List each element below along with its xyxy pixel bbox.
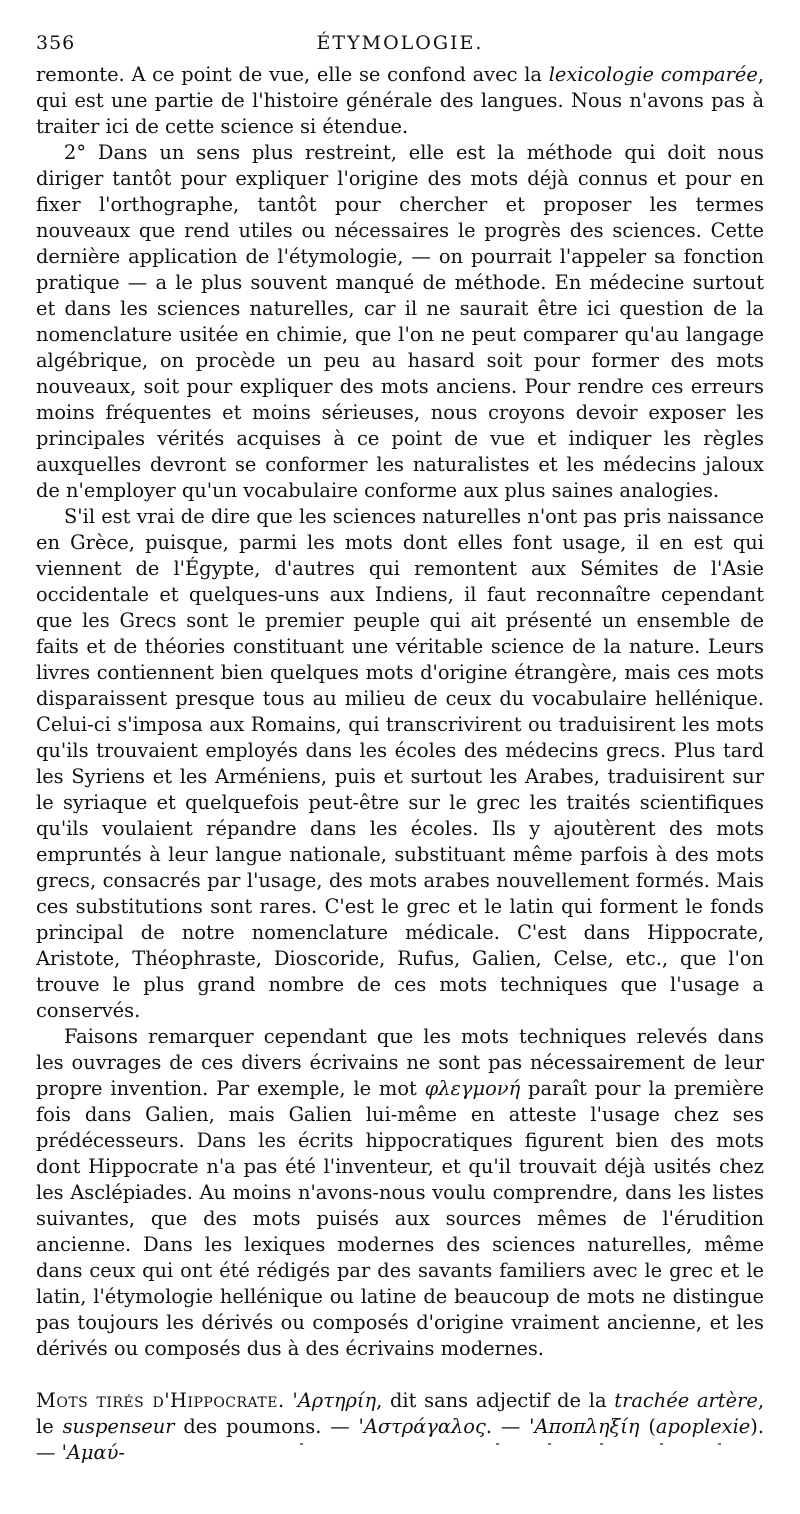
text-run: , qui est une partie de l'histoire générale des langues. Nous n'avons pas à traiter ici de cette science si étendue. xyxy=(36,63,765,138)
text-run: 2° Dans un sens plus restreint, elle est la méthode qui doit nous diriger tantôt pour expliquer l'origine des mots déjà connus et pour en fixer l'orthographe, tantôt pour chercher et proposer les termes nouveaux que rend utiles ou nécessaires le progrès des sciences. Cette dernière application de l'étymologie, — on pourrait l'appeler sa fonction pratique — a le plus souvent manqué de méthode. En médecine surtout et dans les sciences naturelles, car il ne saurait être ici question de la nomenclature usitée en chimie, que l'on ne peut comparer qu'au langage algébrique, on procède un peu au hasard soit pour former des mots nouveaux, soit pour expliquer des mots anciens. Pour rendre ces erreurs moins fréquentes et moins sérieuses, nous croyons devoir exposer les principales vérités acquises à ce point de vue et indiquer les règles auxquelles devront se conformer les naturalistes et les médecins jaloux de n'employer qu'un vocabulaire conforme aux plus saines analogies. xyxy=(36,141,764,502)
italic-term: φλεγμονή xyxy=(424,1077,521,1100)
paragraph xyxy=(36,140,764,504)
text-run: . — xyxy=(485,1415,530,1438)
italic-term: 'Αμαύ- xyxy=(61,1441,125,1464)
text-run: Faisons remarquer cependant que les mots techniques relevés dans les ouvrages de ces divers écrivains ne sont pas nécessairement de leur propre invention. Par exemple, le mot xyxy=(36,1025,764,1100)
italic-term: apoplexie xyxy=(655,1415,751,1438)
body-text xyxy=(36,62,764,1362)
italic-term: suspenseur xyxy=(62,1415,175,1438)
italic-term: 'Αρτηρίη xyxy=(292,1389,377,1412)
page-header xyxy=(36,22,764,62)
paragraph xyxy=(36,62,764,140)
hippocrates-word-list xyxy=(36,1388,764,1466)
section-heading: Mots tirés d'Hippocrate. xyxy=(36,1389,285,1412)
book-page xyxy=(36,22,764,1466)
print-specks xyxy=(300,1443,760,1447)
italic-term: trachée artère xyxy=(614,1389,758,1412)
page-number: 356 xyxy=(36,32,76,54)
italic-term: lexicologie comparée xyxy=(548,63,758,86)
text-run: remonte. A ce point de vue, elle se confond avec la xyxy=(36,63,549,86)
text-run: S'il est vrai de dire que les sciences naturelles n'ont pas pris naissance en Grèce, puisque, parmi les mots dont elles font usage, il en est qui viennent de l'Égypte, d'autres qui remontent aux Sémites de l'Asie occidentale et quelques-uns aux Indiens, il faut reconnaître cependant que les Grecs sont le premier peuple qui ait présenté un ensemble de faits et de théories constituant une véritable science de la nature. Leurs livres contiennent bien quelques mots d'origine étrangère, mais ces mots disparaissent presque tous au milieu de ceux du vocabulaire hellénique. Celui-ci s'imposa aux Romains, qui transcrivirent ou traduisirent les mots qu'ils trouvaient employés dans les écoles des médecins grecs. Plus tard les Syriens et les Arméniens, puis et surtout les Arabes, traduisirent sur le syriaque et quelquefois peut-être sur le grec les traités scientifiques qu'ils voulaient répandre dans les écoles. Ils y ajoutèrent des mots empruntés à leur langue nationale, substituant même parfois à des mots grecs, consacrés par l'usage, des mots arabes nouvellement formés. Mais ces substitutions sont rares. C'est le grec et le latin qui forment le fonds principal de notre nomenclature médicale. C'est dans Hippocrate, Aristote, Théophraste, Dioscoride, Rufus, Galien, Celse, etc., que l'on trouve le plus grand nombre de ces mots techniques que l'usage a conservés. xyxy=(36,505,764,1022)
italic-term: 'Αστράγαλος xyxy=(358,1415,486,1438)
text-run: des poumons. — xyxy=(174,1415,359,1438)
text-run: ). — xyxy=(36,1415,765,1464)
italic-term: 'Αποπληξίη xyxy=(529,1415,640,1438)
text-run: , le xyxy=(36,1389,764,1438)
paragraph xyxy=(36,504,764,1024)
text-run: paraît pour la première fois dans Galien, mais Galien lui-même en atteste l'usage chez ses prédécesseurs. Dans les écrits hippocratiques figurent bien des mots dont Hippocrate n'a pas été l'inventeur, et qu'il trouvait déjà usités chez les Asclépiades. Au moins n'avons-nous voulu comprendre, dans les listes suivantes, que des mots puisés aux sources mêmes de l'érudition ancienne. Dans les lexiques modernes des sciences naturelles, même dans ceux qui ont été rédigés par des savants familiers avec le grec et le latin, l'étymologie hellénique ou latine de beaucoup de mots ne distingue pas toujours les dérivés ou composés d'origine vraiment ancienne, et les dérivés ou composés dus à des écrivains modernes. xyxy=(36,1077,764,1360)
text-run: ( xyxy=(639,1415,656,1438)
running-head: ÉTYMOLOGIE. xyxy=(316,32,484,54)
paragraph xyxy=(36,1024,764,1362)
text-run: , dit sans adjectif de la xyxy=(376,1389,615,1412)
